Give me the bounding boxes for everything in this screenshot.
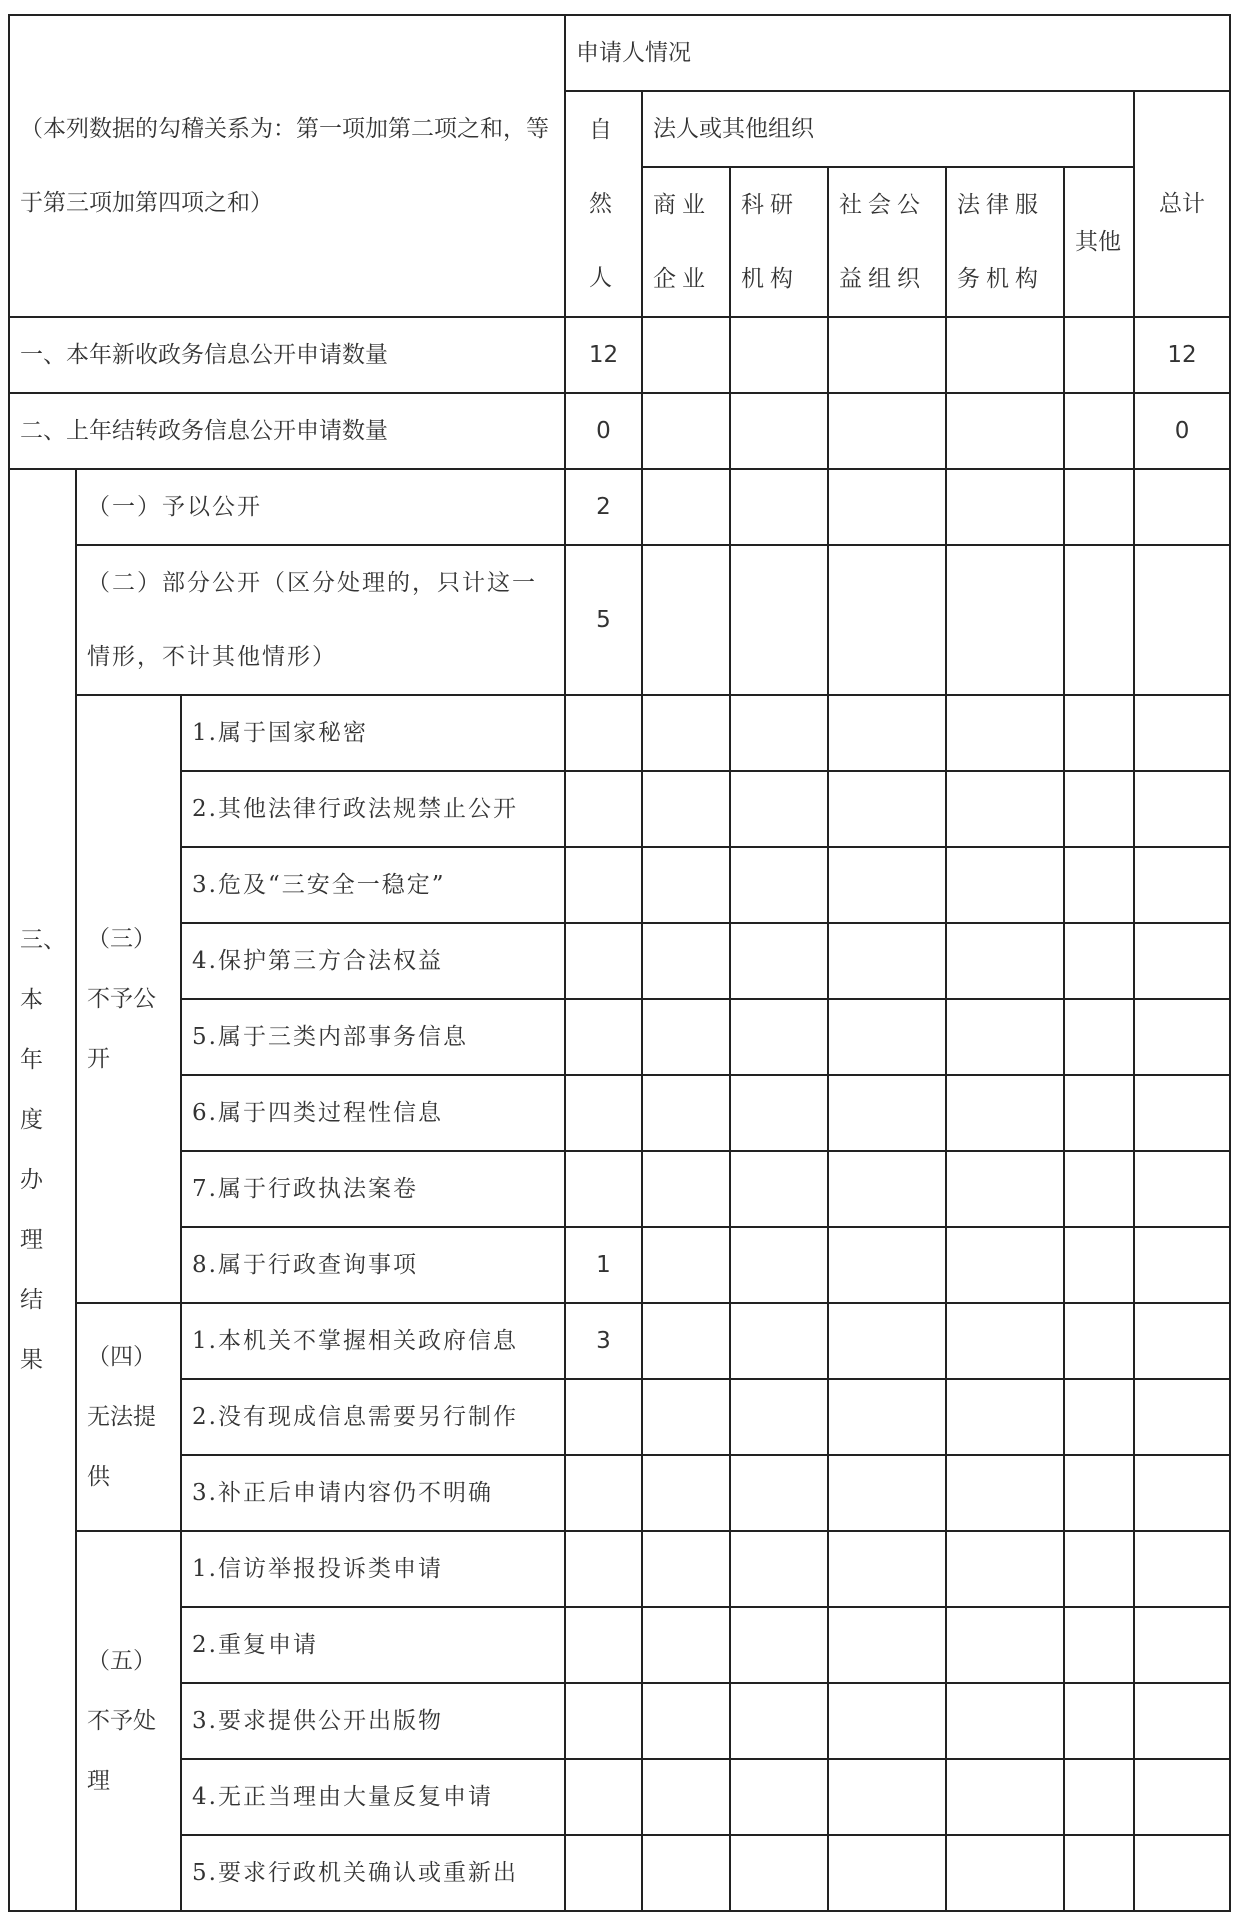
unable-label: （四）无法提供 xyxy=(76,1303,181,1531)
cell-empty xyxy=(1134,1531,1230,1607)
row-label: 二、上年结转政务信息公开申请数量 xyxy=(9,393,565,469)
table-row xyxy=(9,923,1230,999)
table-row xyxy=(9,469,1230,545)
cell-empty xyxy=(828,999,946,1075)
cell-empty xyxy=(828,1303,946,1379)
cell-natural xyxy=(565,695,642,771)
cell-empty xyxy=(946,695,1064,771)
row-label: 1.属于国家秘密 xyxy=(181,695,565,771)
cell-empty xyxy=(1064,1759,1134,1835)
cell-empty xyxy=(946,317,1064,393)
cell-total: 0 xyxy=(1134,393,1230,469)
cell-empty xyxy=(642,1075,730,1151)
cell-empty xyxy=(730,1303,828,1379)
table-row xyxy=(9,1607,1230,1683)
row-label: 3.危及“三安全一稳定” xyxy=(181,847,565,923)
cell-empty xyxy=(946,1075,1064,1151)
row-label: （一）予以公开 xyxy=(76,469,565,545)
cell-empty xyxy=(1134,1303,1230,1379)
header-social: 社会公益组织 xyxy=(828,167,946,317)
row-label: 2.没有现成信息需要另行制作 xyxy=(181,1379,565,1455)
cell-natural xyxy=(565,999,642,1075)
cell-natural xyxy=(565,771,642,847)
cell-empty xyxy=(828,1455,946,1531)
cell-empty xyxy=(642,771,730,847)
cell-empty xyxy=(828,1151,946,1227)
cell-empty xyxy=(730,999,828,1075)
header-legal-service: 法律服务机构 xyxy=(946,167,1064,317)
cell-empty xyxy=(642,1607,730,1683)
row-label: 8.属于行政查询事项 xyxy=(181,1227,565,1303)
cell-empty xyxy=(828,545,946,695)
header-total: 总计 xyxy=(1134,91,1230,317)
cell-empty xyxy=(946,1835,1064,1911)
cell-empty xyxy=(828,923,946,999)
cell-empty xyxy=(1064,1531,1134,1607)
cell-empty xyxy=(828,1759,946,1835)
cell-empty xyxy=(946,1683,1064,1759)
cell-natural: 1 xyxy=(565,1227,642,1303)
cell-empty xyxy=(1064,1379,1134,1455)
table-row xyxy=(9,1835,1230,1911)
cell-empty xyxy=(730,1835,828,1911)
row-label: 6.属于四类过程性信息 xyxy=(181,1075,565,1151)
cell-empty xyxy=(642,393,730,469)
row-label: 1.本机关不掌握相关政府信息 xyxy=(181,1303,565,1379)
cell-empty xyxy=(642,469,730,545)
table-row xyxy=(9,1227,1230,1303)
cell-empty xyxy=(1134,1151,1230,1227)
cell-empty xyxy=(828,1835,946,1911)
cell-empty xyxy=(642,1759,730,1835)
cell-empty xyxy=(946,1151,1064,1227)
row-label: 2.重复申请 xyxy=(181,1607,565,1683)
cell-natural xyxy=(565,1607,642,1683)
row-label: 一、本年新收政务信息公开申请数量 xyxy=(9,317,565,393)
cell-empty xyxy=(730,469,828,545)
header-research: 科研机构 xyxy=(730,167,828,317)
cell-empty xyxy=(1064,545,1134,695)
header-applicant: 申请人情况 xyxy=(565,15,1230,91)
cell-empty xyxy=(1064,695,1134,771)
row-label: 5.属于三类内部事务信息 xyxy=(181,999,565,1075)
cell-natural xyxy=(565,1455,642,1531)
disclosure-table xyxy=(8,14,1231,1912)
row-label: 4.无正当理由大量反复申请 xyxy=(181,1759,565,1835)
cell-empty xyxy=(642,999,730,1075)
header-legal-entity-group: 法人或其他组织 xyxy=(642,91,1134,167)
cell-empty xyxy=(828,1683,946,1759)
cell-empty xyxy=(1134,771,1230,847)
table-row xyxy=(9,695,1230,771)
cell-empty xyxy=(1064,1683,1134,1759)
cell-empty xyxy=(828,695,946,771)
cell-empty xyxy=(1134,1379,1230,1455)
table-row xyxy=(9,1303,1230,1379)
section3-label: 三、本年度办理结果 xyxy=(9,469,76,1911)
cell-natural: 5 xyxy=(565,545,642,695)
cell-empty xyxy=(828,1227,946,1303)
cell-empty xyxy=(946,1227,1064,1303)
cell-empty xyxy=(828,1075,946,1151)
table-row xyxy=(9,1531,1230,1607)
row-label: （二）部分公开（区分处理的，只计这一情形，不计其他情形） xyxy=(76,545,565,695)
cell-empty xyxy=(1134,1075,1230,1151)
cell-empty xyxy=(730,1379,828,1455)
cell-empty xyxy=(730,847,828,923)
cell-empty xyxy=(1134,1607,1230,1683)
table-row xyxy=(9,999,1230,1075)
cell-empty xyxy=(1134,1835,1230,1911)
cell-empty xyxy=(946,923,1064,999)
header-row-1 xyxy=(9,15,1230,91)
cell-empty xyxy=(946,999,1064,1075)
cell-natural: 2 xyxy=(565,469,642,545)
cell-natural xyxy=(565,1835,642,1911)
header-note: （本列数据的勾稽关系为：第一项加第二项之和，等于第三项加第四项之和） xyxy=(9,15,565,317)
cell-empty xyxy=(946,393,1064,469)
cell-empty xyxy=(1064,1151,1134,1227)
cell-empty xyxy=(1134,1227,1230,1303)
cell-empty xyxy=(1134,545,1230,695)
cell-empty xyxy=(1134,469,1230,545)
cell-empty xyxy=(1064,469,1134,545)
cell-empty xyxy=(730,1759,828,1835)
cell-empty xyxy=(642,1455,730,1531)
cell-natural xyxy=(565,847,642,923)
row-label: 5.要求行政机关确认或重新出 xyxy=(181,1835,565,1911)
not-process-label: （五）不予处理 xyxy=(76,1531,181,1911)
cell-empty xyxy=(1064,847,1134,923)
cell-empty xyxy=(730,1531,828,1607)
cell-empty xyxy=(1064,771,1134,847)
cell-natural: 12 xyxy=(565,317,642,393)
cell-empty xyxy=(730,1455,828,1531)
cell-empty xyxy=(828,469,946,545)
cell-empty xyxy=(946,847,1064,923)
cell-empty xyxy=(946,1607,1064,1683)
header-other: 其他 xyxy=(1064,167,1134,317)
cell-empty xyxy=(1134,847,1230,923)
cell-empty xyxy=(642,1835,730,1911)
cell-empty xyxy=(946,1303,1064,1379)
header-natural-person: 自然人 xyxy=(565,91,642,317)
cell-empty xyxy=(730,923,828,999)
cell-empty xyxy=(828,1379,946,1455)
cell-empty xyxy=(946,1379,1064,1455)
cell-empty xyxy=(642,1227,730,1303)
cell-empty xyxy=(642,1683,730,1759)
cell-empty xyxy=(1134,695,1230,771)
cell-empty xyxy=(946,1759,1064,1835)
cell-natural xyxy=(565,1759,642,1835)
cell-empty xyxy=(730,545,828,695)
row-label: 2.其他法律行政法规禁止公开 xyxy=(181,771,565,847)
cell-empty xyxy=(730,1075,828,1151)
row-label: 1.信访举报投诉类申请 xyxy=(181,1531,565,1607)
table-row xyxy=(9,1151,1230,1227)
cell-empty xyxy=(730,1227,828,1303)
row-label: 7.属于行政执法案卷 xyxy=(181,1151,565,1227)
cell-natural: 0 xyxy=(565,393,642,469)
cell-empty xyxy=(642,1303,730,1379)
cell-empty xyxy=(1064,999,1134,1075)
cell-empty xyxy=(946,1455,1064,1531)
cell-empty xyxy=(642,847,730,923)
cell-empty xyxy=(642,1531,730,1607)
cell-empty xyxy=(946,469,1064,545)
table-row xyxy=(9,545,1230,695)
cell-natural: 3 xyxy=(565,1303,642,1379)
cell-empty xyxy=(1064,1607,1134,1683)
cell-empty xyxy=(730,695,828,771)
cell-empty xyxy=(1064,1835,1134,1911)
table-row xyxy=(9,393,1230,469)
cell-natural xyxy=(565,1151,642,1227)
cell-empty xyxy=(1064,1227,1134,1303)
cell-empty xyxy=(1134,999,1230,1075)
table-row xyxy=(9,1683,1230,1759)
cell-natural xyxy=(565,1075,642,1151)
cell-empty xyxy=(642,695,730,771)
disclosure-table-container xyxy=(8,14,1229,1886)
cell-empty xyxy=(828,317,946,393)
cell-empty xyxy=(730,1607,828,1683)
table-row xyxy=(9,1379,1230,1455)
table-row xyxy=(9,1455,1230,1531)
cell-empty xyxy=(1134,923,1230,999)
cell-total: 12 xyxy=(1134,317,1230,393)
row-label: 3.要求提供公开出版物 xyxy=(181,1683,565,1759)
cell-empty xyxy=(1064,317,1134,393)
cell-empty xyxy=(730,1151,828,1227)
cell-empty xyxy=(1064,393,1134,469)
cell-empty xyxy=(828,393,946,469)
cell-empty xyxy=(946,771,1064,847)
cell-empty xyxy=(1134,1683,1230,1759)
cell-empty xyxy=(828,1531,946,1607)
row-label: 3.补正后申请内容仍不明确 xyxy=(181,1455,565,1531)
cell-empty xyxy=(828,847,946,923)
cell-empty xyxy=(730,771,828,847)
table-row xyxy=(9,317,1230,393)
cell-empty xyxy=(642,1151,730,1227)
cell-empty xyxy=(1134,1759,1230,1835)
cell-empty xyxy=(1064,923,1134,999)
cell-empty xyxy=(642,317,730,393)
table-row xyxy=(9,847,1230,923)
table-row xyxy=(9,1075,1230,1151)
cell-natural xyxy=(565,1379,642,1455)
cell-natural xyxy=(565,923,642,999)
cell-empty xyxy=(730,1683,828,1759)
not-disclose-label: （三）不予公开 xyxy=(76,695,181,1303)
cell-empty xyxy=(642,1379,730,1455)
table-row xyxy=(9,771,1230,847)
cell-empty xyxy=(1064,1075,1134,1151)
cell-empty xyxy=(828,1607,946,1683)
cell-natural xyxy=(565,1531,642,1607)
row-label: 4.保护第三方合法权益 xyxy=(181,923,565,999)
cell-empty xyxy=(1134,1455,1230,1531)
cell-empty xyxy=(946,1531,1064,1607)
cell-empty xyxy=(730,393,828,469)
cell-natural xyxy=(565,1683,642,1759)
cell-empty xyxy=(642,545,730,695)
cell-empty xyxy=(642,923,730,999)
table-row xyxy=(9,1759,1230,1835)
cell-empty xyxy=(946,545,1064,695)
cell-empty xyxy=(1064,1303,1134,1379)
header-commercial: 商业企业 xyxy=(642,167,730,317)
cell-empty xyxy=(730,317,828,393)
cell-empty xyxy=(828,771,946,847)
cell-empty xyxy=(1064,1455,1134,1531)
